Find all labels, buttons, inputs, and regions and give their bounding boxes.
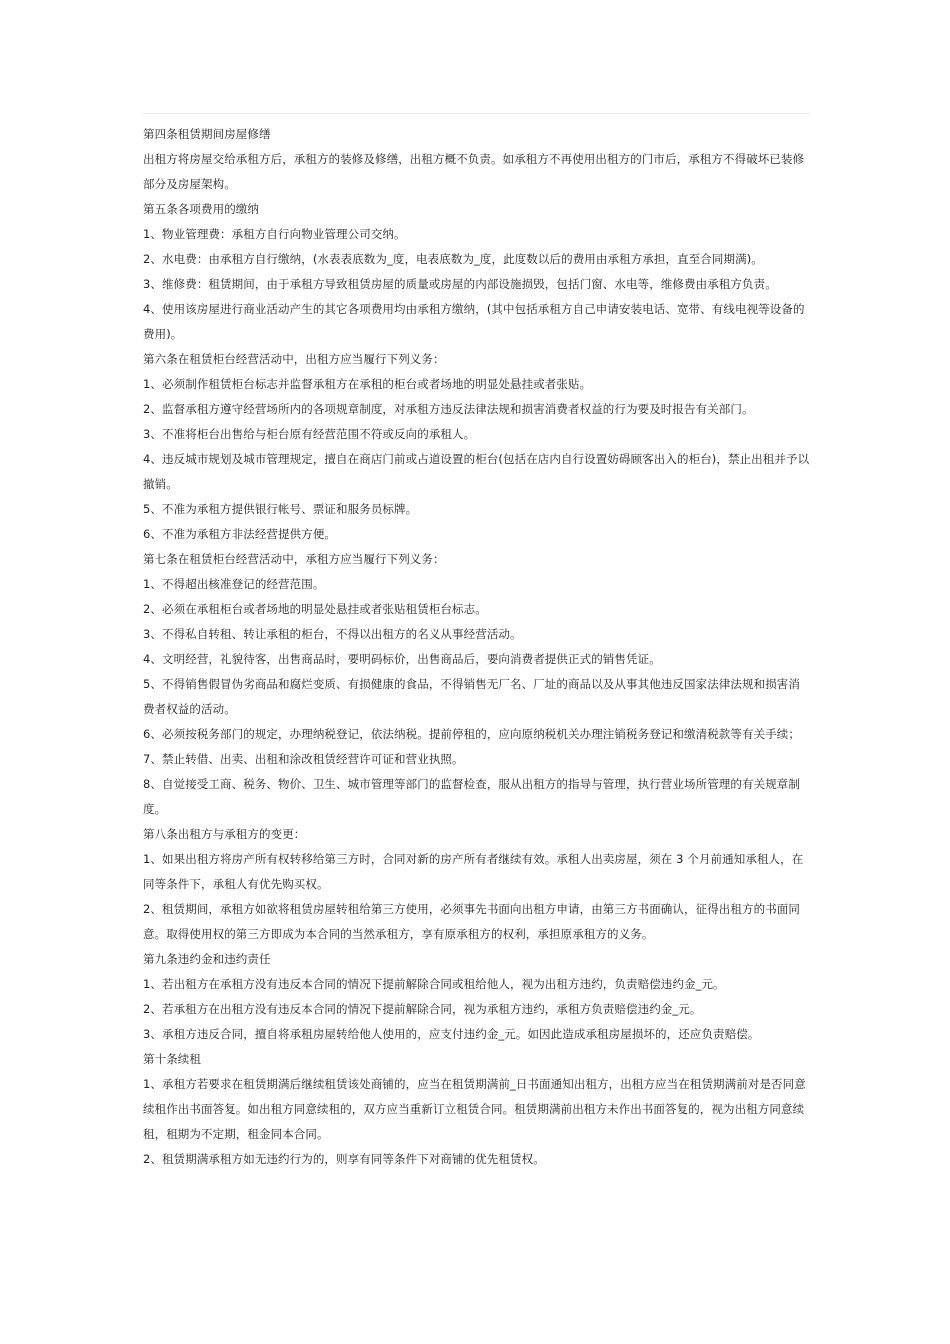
article-4-heading: 第四条租赁期间房屋修缮 [143, 127, 271, 141]
article-5-item-3: 3、维修费：租赁期间，由于承租方导致租赁房屋的质量或房屋的内部设施损毁，包括门窗、水电等，维修费由承租方负责。 [143, 277, 777, 291]
article-7-item-2: 2、必须在承租柜台或者场地的明显处悬挂或者张贴租赁柜台标志。 [143, 602, 487, 616]
article-10-item-1: 1、承租方若要求在租赁期满后继续租赁该处商铺的，应当在租赁期满前_日书面通知出租方，出租方应当在租赁期满前对是否同意续租作出书面答复。如出租方同意续租的，双方应当重新订立租赁合同。租赁期满前出租方未作出书面答复的，视为出租方同意续租，租期为不定期，租金同本合同。 [143, 1077, 806, 1141]
article-7-item-7: 7、禁止转借、出卖、出租和涂改租赁经营许可证和营业执照。 [143, 752, 464, 766]
article-6-item-5: 5、不准为承租方提供银行帐号、票证和服务员标牌。 [143, 502, 418, 516]
article-9-heading: 第九条违约金和违约责任 [143, 952, 271, 966]
article-7-item-1: 1、不得超出核准登记的经营范围。 [143, 577, 325, 591]
article-9-item-3: 3、承租方违反合同，擅自将承租房屋转给他人使用的，应支付违约金_元。如因此造成承租房屋损坏的，还应负责赔偿。 [143, 1027, 760, 1041]
article-4-body: 出租方将房屋交给承租方后，承租方的装修及修缮，出租方概不负责。如承租方不再使用出租方的门市后，承租方不得破坏已装修部分及房屋架构。 [143, 152, 805, 191]
article-10-heading: 第十条续租 [143, 1052, 201, 1066]
article-6-item-3: 3、不准将柜台出售给与柜台原有经营范围不符或反向的承租人。 [143, 427, 476, 441]
article-6-item-1: 1、必须制作租赁柜台标志并监督承租方在承租的柜台或者场地的明显处悬挂或者张贴。 [143, 377, 592, 391]
article-7-item-8: 8、自觉接受工商、税务、物价、卫生、城市管理等部门的监督检查，服从出租方的指导与管理，执行营业场所管理的有关规章制度。 [143, 777, 801, 816]
article-5-item-2: 2、水电费：由承租方自行缴纳，(水表表底数为_度，电表底数为_度，此度数以后的费用由承租方承担，直至合同期满)。 [143, 252, 763, 266]
article-6-item-2: 2、监督承租方遵守经营场所内的各项规章制度，对承租方违反法律法规和损害消费者权益的行为要及时报告有关部门。 [143, 402, 754, 416]
article-10-item-2: 2、租赁期满承租方如无违约行为的，则享有同等条件下对商铺的优先租赁权。 [143, 1152, 545, 1166]
article-6-item-4: 4、违反城市规划及城市管理规定，擅自在商店门前或占道设置的柜台(包括在店内自行设置妨碍顾客出入的柜台)，禁止出租并予以撤销。 [143, 452, 810, 491]
article-7-item-3: 3、不得私自转租、转让承租的柜台，不得以出租方的名义从事经营活动。 [143, 627, 522, 641]
article-7-item-6: 6、必须按税务部门的规定，办理纳税登记，依法纳税。提前停租的，应向原纳税机关办理注销税务登记和缴清税款等有关手续； [143, 727, 801, 741]
article-7-item-4: 4、文明经营，礼貌待客，出售商品时，要明码标价，出售商品后，要向消费者提供正式的销售凭证。 [143, 652, 661, 666]
article-6-item-6: 6、不准为承租方非法经营提供方便。 [143, 527, 337, 541]
contract-document [143, 113, 811, 1172]
article-5-item-4: 4、使用该房屋进行商业活动产生的其它各项费用均由承租方缴纳，(其中包括承租方自己申请安装电话、宽带、有线电视等设备的费用)。 [143, 302, 805, 341]
article-7-heading: 第七条在租赁柜台经营活动中，承租方应当履行下列义务： [143, 552, 445, 566]
article-9-item-2: 2、若承租方在出租方没有违反本合同的情况下提前解除合同，视为承租方违约，承租方负责赔偿违约金_元。 [143, 1002, 702, 1016]
article-5-item-1: 1、物业管理费：承租方自行向物业管理公司交纳。 [143, 227, 406, 241]
article-8-heading: 第八条出租方与承租方的变更： [143, 827, 306, 841]
article-9-item-1: 1、若出租方在承租方没有违反本合同的情况下提前解除合同或租给他人，视为出租方违约，负责赔偿违约金_元。 [143, 977, 725, 991]
article-8-item-1: 1、如果出租方将房产所有权转移给第三方时，合同对新的房产所有者继续有效。承租人出卖房屋，须在 3 个月前通知承租人，在同等条件下，承租人有优先购买权。 [143, 852, 804, 891]
article-6-heading: 第六条在租赁柜台经营活动中，出租方应当履行下列义务： [143, 352, 445, 366]
article-7-item-5: 5、不得销售假冒伪劣商品和腐烂变质、有损健康的食品，不得销售无厂名、厂址的商品以及从事其他违反国家法律法规和损害消费者权益的活动。 [143, 677, 801, 716]
article-8-item-2: 2、租赁期间，承租方如欲将租赁房屋转租给第三方使用，必须事先书面向出租方申请，由第三方书面确认，征得出租方的书面同意。取得使用权的第三方即成为本合同的当然承租方，享有原承租方的权利，承担原承租方的义务。 [143, 902, 801, 941]
article-5-heading: 第五条各项费用的缴纳 [143, 202, 259, 216]
